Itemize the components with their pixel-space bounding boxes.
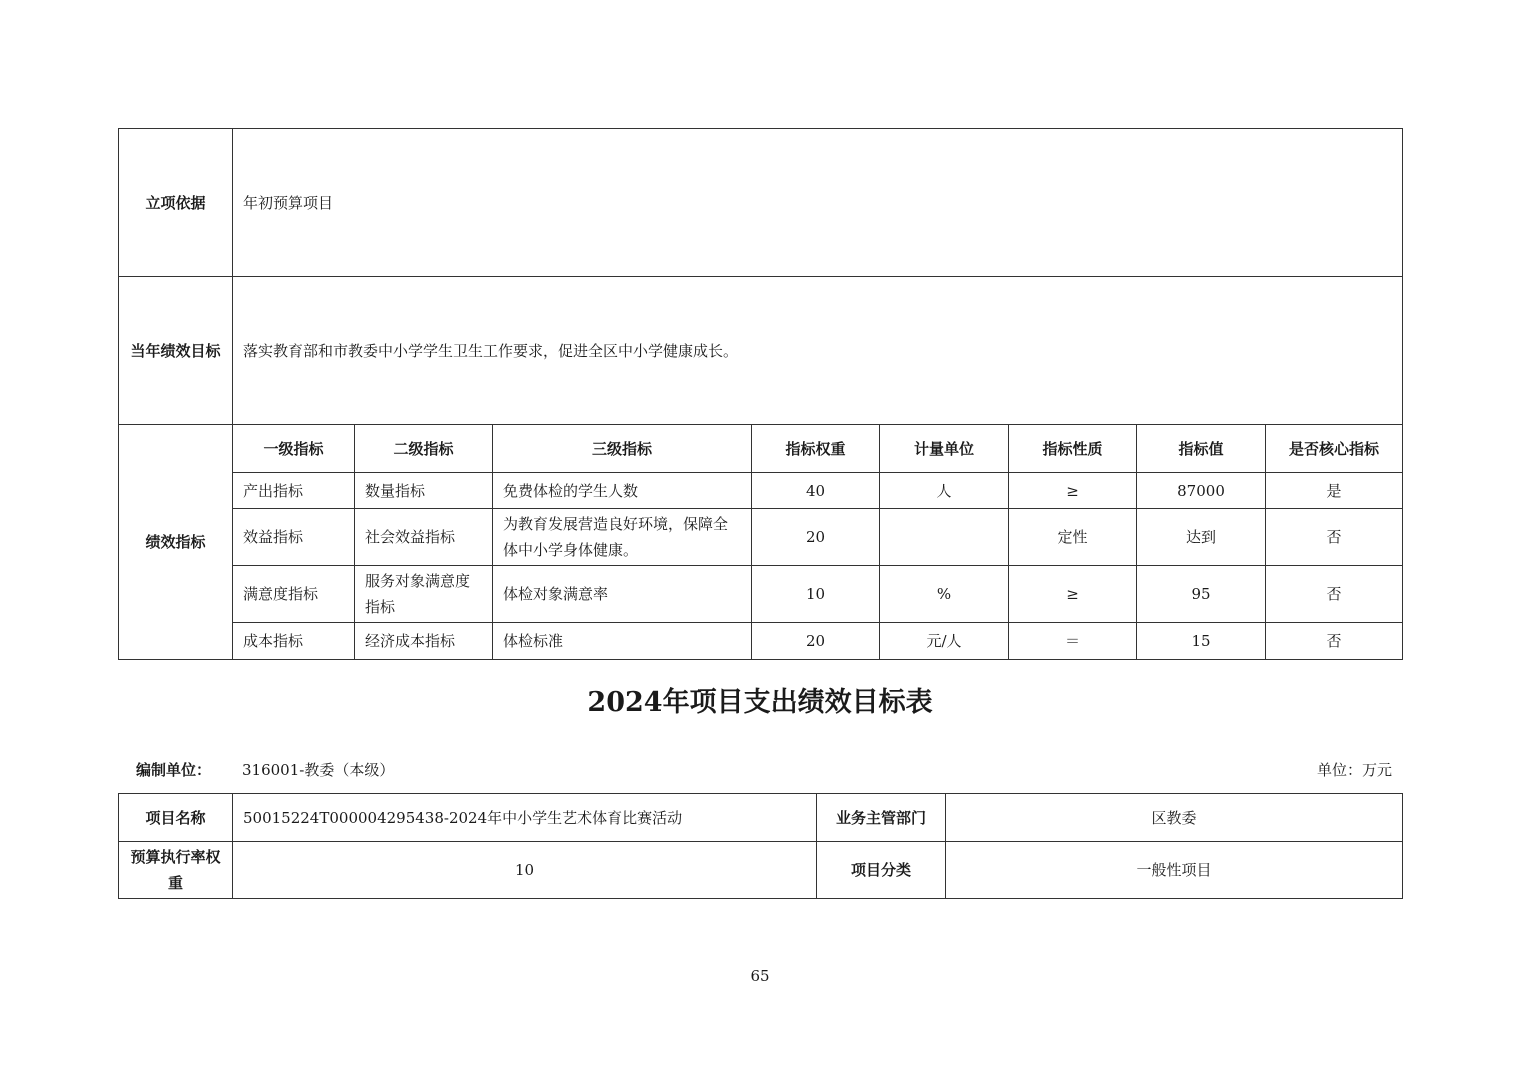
- table-cell: 为教育发展营造良好环境，保障全体中小学身体健康。: [493, 509, 752, 566]
- table-cell: 10: [752, 566, 880, 623]
- table-row: [119, 473, 1403, 509]
- table-cell: 经济成本指标: [355, 623, 493, 660]
- table-cell: 人: [880, 473, 1009, 509]
- table-cell: [880, 509, 1009, 566]
- table-cell: 数量指标: [355, 473, 493, 509]
- compiling-unit-label: 编制单位：: [136, 761, 212, 779]
- table-cell: 体检标准: [493, 623, 752, 660]
- project-name-value: 50015224T000004295438-2024年中小学生艺术体育比赛活动: [233, 794, 817, 842]
- header-cell: 指标权重: [752, 425, 880, 473]
- budget-rate-label: 预算执行率权重: [119, 842, 233, 899]
- table-cell: 87000: [1137, 473, 1266, 509]
- page-number: 65: [750, 967, 770, 985]
- table-cell: 元/人: [880, 623, 1009, 660]
- basis-value: 年初预算项目: [233, 129, 1403, 277]
- table-row: [119, 566, 1403, 623]
- table-cell: 效益指标: [233, 509, 355, 566]
- table-cell: 社会效益指标: [355, 509, 493, 566]
- table-row: [119, 509, 1403, 566]
- table-cell: ≥: [1009, 473, 1137, 509]
- table-cell: 20: [752, 623, 880, 660]
- table-cell: 满意度指标: [233, 566, 355, 623]
- performance-indicator-table: [118, 128, 1403, 660]
- table-cell: ≥: [1009, 566, 1137, 623]
- header-cell: 计量单位: [880, 425, 1009, 473]
- header-cell: 指标值: [1137, 425, 1266, 473]
- category-value: 一般性项目: [946, 842, 1403, 899]
- header-cell: 三级指标: [493, 425, 752, 473]
- table-cell: 达到: [1137, 509, 1266, 566]
- table-cell: 成本指标: [233, 623, 355, 660]
- project-info-table: [118, 793, 1403, 899]
- basis-label: 立项依据: [119, 129, 233, 277]
- indicator-label: 绩效指标: [119, 425, 233, 660]
- header-cell: 一级指标: [233, 425, 355, 473]
- dept-value: 区教委: [946, 794, 1403, 842]
- project-name-label: 项目名称: [119, 794, 233, 842]
- table-cell: %: [880, 566, 1009, 623]
- header-cell: 是否核心指标: [1266, 425, 1403, 473]
- table-cell: 20: [752, 509, 880, 566]
- table-row: [119, 623, 1403, 660]
- table-cell: ＝: [1009, 623, 1137, 660]
- table-cell: 产出指标: [233, 473, 355, 509]
- goal-label: 当年绩效目标: [119, 277, 233, 425]
- table-cell: 否: [1266, 623, 1403, 660]
- table-cell: 40: [752, 473, 880, 509]
- table-cell: 定性: [1009, 509, 1137, 566]
- category-label: 项目分类: [817, 842, 946, 899]
- table-cell: 是: [1266, 473, 1403, 509]
- goal-value: 落实教育部和市教委中小学学生卫生工作要求，促进全区中小学健康成长。: [233, 277, 1403, 425]
- page-title: 2024年项目支出绩效目标表: [587, 687, 933, 718]
- dept-label: 业务主管部门: [817, 794, 946, 842]
- currency-unit: 单位：万元: [1316, 761, 1392, 779]
- table-cell: 15: [1137, 623, 1266, 660]
- table-cell: 否: [1266, 509, 1403, 566]
- table-cell: 体检对象满意率: [493, 566, 752, 623]
- header-cell: 指标性质: [1009, 425, 1137, 473]
- table-cell: 否: [1266, 566, 1403, 623]
- compiling-unit-value: 316001-教委（本级）: [242, 761, 395, 779]
- table-cell: 95: [1137, 566, 1266, 623]
- header-cell: 二级指标: [355, 425, 493, 473]
- budget-rate-value: 10: [233, 842, 817, 899]
- table-cell: 免费体检的学生人数: [493, 473, 752, 509]
- table-cell: 服务对象满意度指标: [355, 566, 493, 623]
